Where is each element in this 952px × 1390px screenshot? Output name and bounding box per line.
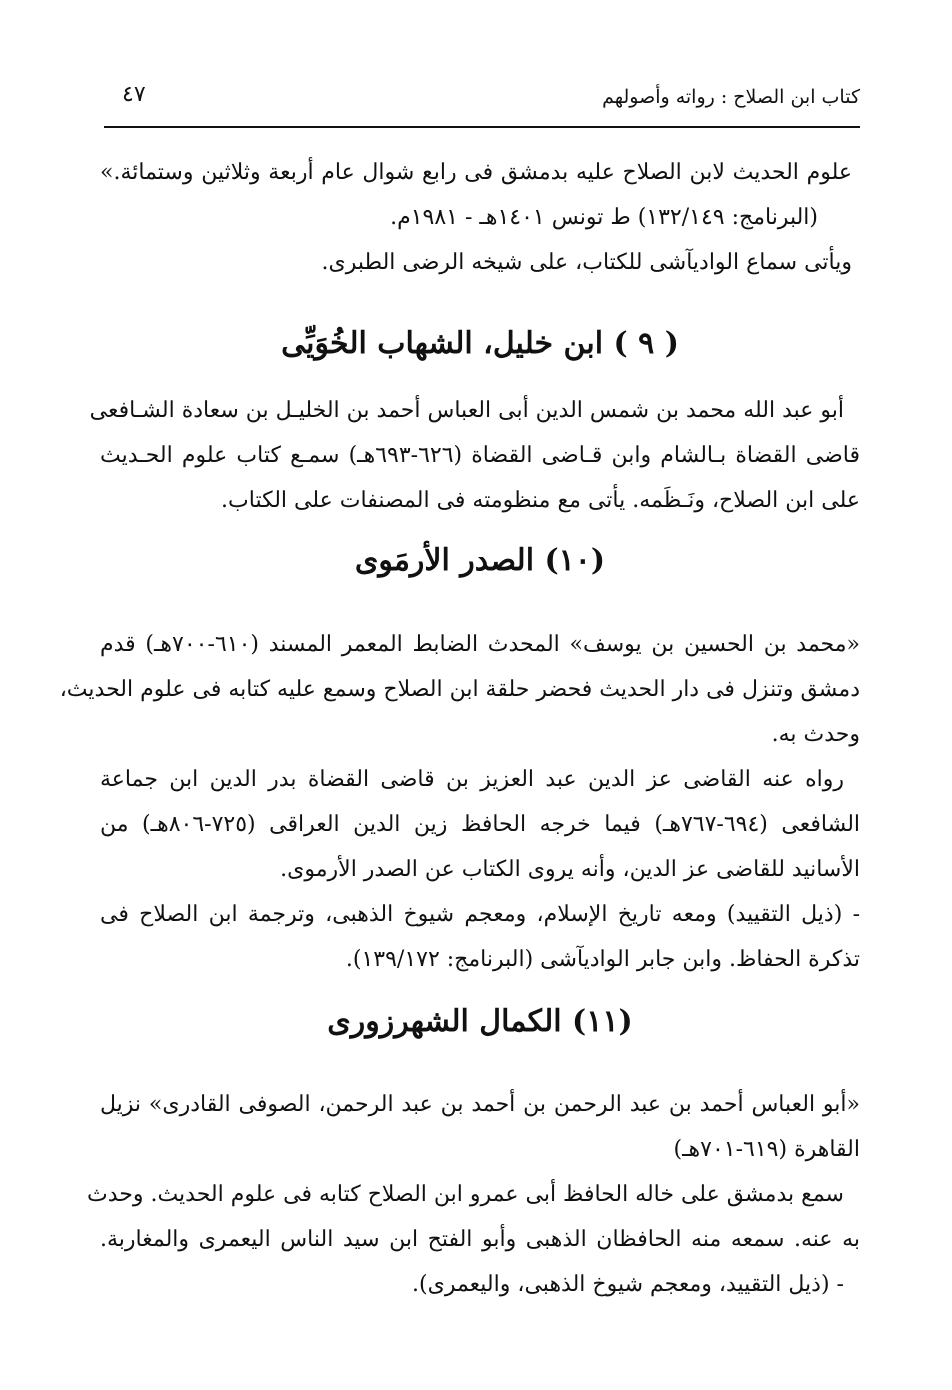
text-line: على ابن الصلاح، ونَـظَمه. يأتى مع منظومته فى المصنفات على الكتاب. xyxy=(221,488,860,513)
header-rule xyxy=(104,126,860,128)
text-line: علوم الحديث لابن الصلاح عليه بدمشق فى رابع شوال عام أربعة وثلاثين وستمائة.» xyxy=(100,160,852,185)
text-line: الشافعى (٦٩٤-٧٦٧هـ) فيما خرجه الحافظ زين الدين العراقى (٧٢٥-٨٠٦هـ) من xyxy=(100,812,861,837)
section-heading-11: (١١) الكمال الشهرزورى xyxy=(327,1004,633,1039)
section-9-body xyxy=(89,388,860,523)
text-line: وحدث به. xyxy=(771,722,860,747)
section-10-body xyxy=(59,622,861,982)
page-number: ٤٧ xyxy=(122,82,146,107)
text-line: - (ذيل التقييد، ومعجم شيوخ الذهبى، واليعمرى). xyxy=(412,1272,844,1297)
text-line: رواه عنه القاضى عز الدين عبد العزيز بن قاضى القضاة بدر الدين ابن جماعة xyxy=(100,767,844,792)
intro-text xyxy=(100,150,860,285)
text-line: (البرنامج: ١٣٢/١٤٩) ط تونس ١٤٠١هـ - ١٩٨١م. xyxy=(390,205,818,230)
text-line: دمشق وتنزل فى دار الحديث فحضر حلقة ابن الصلاح وسمع عليه كتابه فى علوم الحديث، xyxy=(59,677,860,702)
text-line: سمع بدمشق على خاله الحافظ أبى عمرو ابن الصلاح كتابه فى علوم الحديث. وحدث xyxy=(86,1182,844,1207)
text-line: ويأتى سماع الواديآشى للكتاب، على شيخه الرضى الطبرى. xyxy=(321,250,852,275)
running-title: كتاب ابن الصلاح : رواته وأصولهم xyxy=(602,86,860,108)
section-heading-10: (١٠) الصدر الأرمَوى xyxy=(354,543,606,578)
text-line: القاهرة (٦١٩-٧٠١هـ) xyxy=(673,1137,860,1162)
section-heading-9: ( ٩ ) ابن خليل، الشهاب الخُوَيِّى xyxy=(281,326,679,361)
text-line: قاضى القضاة بـالشام وابن قـاضى القضاة (٦٢٦-٦٩٣هـ) سمـع كتاب علوم الحـديث xyxy=(100,443,860,468)
section-11-body xyxy=(86,1082,860,1307)
text-line: «أبو العباس أحمد بن عبد الرحمن بن أحمد بن عبد الرحمن، الصوفى القادرى» نزيل xyxy=(100,1092,860,1117)
text-line: - (ذيل التقييد) ومعه تاريخ الإسلام، ومعجم شيوخ الذهبى، وترجمة ابن الصلاح فى xyxy=(100,902,860,927)
text-line: تذكرة الحفاظ. وابن جابر الواديآشى (البرنامج: ١٣٩/١٧٢). xyxy=(345,947,860,972)
text-line: به عنه. سمعه منه الحافظان الذهبى وأبو الفتح ابن سيد الناس اليعمرى والمغاربة. xyxy=(100,1227,860,1252)
text-line: الأسانيد للقاضى عز الدين، وأنه يروى الكتاب عن الصدر الأرموى. xyxy=(280,857,860,882)
page-header xyxy=(104,82,860,122)
text-line: أبو عبد الله محمد بن شمس الدين أبى العباس أحمد بن الخليـل بن سعادة الشـافعى xyxy=(89,398,844,423)
text-line: «محمد بن الحسين بن يوسف» المحدث الضابط المعمر المسند (٦١٠-٧٠٠هـ) قدم xyxy=(100,632,861,657)
